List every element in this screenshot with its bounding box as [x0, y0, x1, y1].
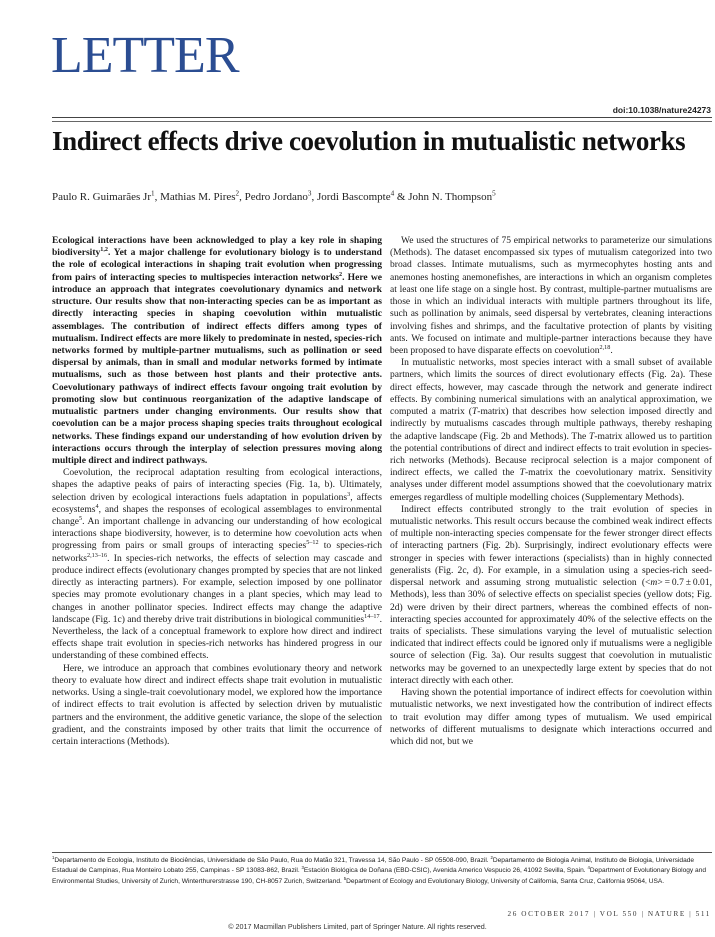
italic-text: T	[519, 467, 525, 479]
citation-superscript[interactable]: 3	[347, 490, 351, 498]
author-name: Pedro Jordano	[244, 191, 308, 203]
text-run: -matrix allowed us to partition the potential contributions of direct and indirect effects to trait evolution in species-rich networks (Methods). Because reciprocal selection is a major component of indirect effects, we called the	[390, 430, 712, 479]
body-paragraph	[390, 235, 712, 357]
citation-superscript[interactable]: 4	[95, 502, 99, 510]
body-paragraph	[52, 467, 382, 663]
text-run: to species-rich networks	[52, 540, 382, 564]
text-run: Having shown the potential importance of indirect effects for coevolution within mutualistic networks, we next investigated how the contribution of indirect effects to trait evolution may differ among types of mutualism. We used empirical networks of different mutualisms to designate which interactions occurred and which did not, but we	[390, 687, 712, 747]
author-separator: &	[394, 191, 409, 203]
italic-text: T	[471, 406, 478, 418]
body-column-right	[390, 235, 712, 748]
author-separator: ,	[154, 191, 161, 203]
author-name: Jordi Bascompte	[316, 191, 391, 203]
text-run: > = 0.7 ± 0.01, Methods), less than 30% of selective effects on specialist species (yellow dots; Fig. 2d) were driven by their direct partners, whereas the combined effects of non-interacting species accounted for approximately 40% of the selective effects on the traits of specialists. These simulations varying the level of mutualistic selection indicated that indirect effects could be ignored only if mutualisms were a negligible source of selection (Fig. 3a). Our results suggest that coevolution in mutualistic networks may be governed to an unexpectedly large extent by species that do not interact directly with each other.	[390, 577, 712, 686]
body-paragraph	[390, 504, 712, 687]
text-run: We used the structures of 75 empirical networks to parameterize our simulations (Methods). The dataset encompassed six types of mutualism categorized into two broad classes. Intimate mutualisms, such as myrmecophytes hosting ants and anemones hosting anemonefishes, are interactions in which an organism completes at least one life stage on a single host. By contrast, multiple-partner mutualisms are those in which an individual interacts with multiple partners throughout its life, such as pollination by animals, seed dispersal by vertebrates, cleaning interactions involving fishes and shrimps, and the facultative protection of plants by visiting ants. We focused on intimate and multiple-partner interactions because they have been proposed to have disparate effects on coevolution	[390, 235, 712, 356]
text-run: . Yet a major challenge for evolutionary biology is to understand the role of ecological interactions in shaping trait evolution when progressing from pairs of interacting species to multispecies interaction networks	[52, 247, 382, 283]
abstract-paragraph	[52, 235, 382, 467]
text-run: . Here we introduce an approach that integrates coevolutionary dynamics and network structure. Our results show that non-interacting species can be as important as directly interacting species in shaping coevolution within mutualistic assemblages. The contribution of indirect effects differs among types of mutualism. Indirect effects are more likely to predominate in nested, species-rich networks formed by multiple-partner mutualisms, such as pollination or seed dispersal by animals, than in small and modular networks formed by intimate mutualisms, such as those between host plants and their protective ants. Coevolutionary pathways of indirect effects favour ongoing trait evolution by promoting slow but continuous reorganization of the adaptive landscape of mutualistic partners under changing environments. Our results show that coevolution can be a major process shaping species traits throughout ecological networks. These findings expand our understanding of how evolution driven by interactions occurs through the interplay of selection pressures moving along multiple direct and indirect pathways.	[52, 271, 382, 466]
citation-superscript[interactable]: 14–17	[364, 612, 380, 620]
text-run: Indirect effects contributed strongly to the trait evolution of species in mutualistic networks. This result occurs because the combined weak indirect effects of multiple non-interacting species compensate for the fewer stronger direct effects of interacting partners (Fig. 2b). Surprisingly, indirect evolutionary effects were stronger in species with fewer interactions (specialists) than in highly connected generalists (Fig. 2c, d). For example, in a simulation using a species-rich seed-dispersal network and assuming strong mutualistic selection (<	[390, 503, 712, 589]
author-name: Paulo R. Guimarães Jr	[52, 191, 151, 203]
text-run: Department of Ecology and Evolutionary Biology, University of California, Santa Cruz, California 95064, USA.	[346, 877, 665, 885]
text-run: -matrix) that describes how selection imposed directly and indirectly by mutualisms cascades through multiple pathways, thereby reshaping the adaptive landscape (Fig. 2b and Methods). The	[390, 406, 712, 442]
footnote-rule	[52, 852, 712, 853]
citation-superscript[interactable]: 5	[79, 514, 83, 522]
citation-superscript[interactable]: 1,2	[100, 246, 109, 254]
text-run: .	[610, 344, 613, 356]
body-paragraph	[390, 687, 712, 748]
text-run: . An important challenge in advancing our understanding of how ecological interactions shape biodiversity, however, is to determine how coevolution acts when progressing from pairs or small groups of interacting species	[52, 516, 382, 552]
citation-superscript[interactable]: 5	[343, 875, 347, 881]
text-run: , and shapes the responses of ecological assemblages to environmental change	[52, 503, 382, 528]
text-run: . Nevertheless, the lack of a conceptual framework to explore how direct and indirect effects shape trait evolution in species-rich networks has hindered progress in our understanding of these combined effects.	[52, 613, 382, 662]
author-affiliation-marker: 5	[492, 189, 496, 198]
citation-superscript[interactable]: 3	[301, 865, 304, 871]
affiliations-footnote	[52, 856, 712, 887]
section-label: LETTER	[51, 27, 239, 84]
author-affiliation-marker: 2	[235, 189, 240, 198]
body-paragraph	[390, 357, 712, 504]
text-run: Departamento de Biologia Animal, Instituto de Biologia, Universidade Estadual de Campinas, Rua Monteiro Lobato 255, Campinas - SP 13083-862, Brazil.	[52, 857, 695, 875]
text-run: Departamento de Ecologia, Instituto de Biociências, Universidade de São Paulo, Rua do Matão 321, Travessa 14, São Paulo - SP 05508-090, Brazil.	[54, 857, 491, 864]
citation-superscript[interactable]: 4	[587, 865, 590, 871]
citation-superscript[interactable]: 2	[338, 270, 343, 278]
doi-link[interactable]: doi:10.1038/nature24273	[612, 105, 711, 115]
citation-superscript[interactable]: 2	[490, 854, 493, 860]
copyright-notice: © 2017 Macmillan Publishers Limited, part of Springer Nature. All rights reserved.	[228, 922, 487, 931]
text-run: Ecological interactions have been acknowledged to play a key role in shaping biodiversity	[52, 235, 382, 259]
author-separator: ,	[311, 191, 317, 203]
text-run: , affects ecosystems	[52, 491, 382, 515]
author-affiliation-marker: 1	[150, 189, 155, 198]
issue-line: 26 OCTOBER 2017 | VOL 550 | NATURE | 511	[507, 910, 711, 918]
citation-superscript[interactable]: 2,13–16	[87, 551, 108, 559]
author-affiliation-marker: 4	[390, 189, 395, 198]
citation-superscript[interactable]: 5–12	[306, 539, 319, 547]
author-list	[52, 191, 496, 203]
text-run: . In species-rich networks, the effects of selection may cascade and produce indirect effects (evolutionary changes prompted by species that are not linked directly as interacting partners). For example, selection imposed by one pollinator species may promote evolutionary changes in a plant species, which may lead to changes in another pollinator species. Indirect effects may change the adaptive landscape (Fig. 1c) and thereby drive trait distributions in biological communities	[52, 552, 382, 625]
citation-superscript[interactable]: 1	[52, 854, 55, 860]
text-run: Department of Evolutionary Biology and Environmental Studies, University of Zurich, Winterthurerstrasse 190, CH-8057 Zurich, Switzerland.	[52, 867, 707, 885]
article-title: Indirect effects drive coevolution in mutualistic networks	[52, 126, 686, 156]
body-paragraph	[52, 663, 382, 749]
author-affiliation-marker: 3	[307, 189, 312, 198]
text-run: In mutualistic networks, most species interact with a small subset of available partners, which limits the sources of direct evolutionary effects (Fig. 2a). These direct effects, however, may cascade through the network and generate indirect effects. By combining numerical simulations with an analytical approximation, we computed a matrix (	[390, 357, 712, 418]
header-rule-secondary	[52, 121, 712, 122]
header-rule	[52, 117, 712, 118]
italic-text: T	[589, 430, 595, 442]
author-separator: ,	[239, 191, 245, 203]
body-column-left	[52, 235, 382, 748]
text-run: Estación Biológica de Doñana (EBD-CSIC), Avenida Americo Vespucio 26, 41092 Sevilla, Spain.	[303, 867, 588, 875]
author-name: John N. Thompson	[408, 191, 493, 203]
text-run: Here, we introduce an approach that combines evolutionary theory and network theory to evaluate how direct and indirect effects shape trait evolution in mutualistic networks. Using a single-trait coevolutionary model, we explored how the importance of indirect effects to trait evolution is affected by selection driven by mutualistic partners and the environment, the additive genetic variance, the slope of the selection gradient, and the constraints imposed by other traits that limit the occurrence of certain interactions (Methods).	[52, 662, 382, 747]
italic-text: m	[650, 577, 658, 589]
text-run: Coevolution, the reciprocal adaptation resulting from ecological interactions, shapes the adaptive peaks of pairs of interacting species (Fig. 1a, b). Ultimately, selection driven by ecological interactions fuels adaptation in populations	[52, 467, 382, 503]
citation-superscript[interactable]: 2,18	[599, 343, 611, 351]
author-name: Mathias M. Pires	[160, 191, 236, 203]
text-run: -matrix the coevolutionary matrix. Sensitivity analyses under different model assumptions showed that the coevolutionary matrix emerges regardless of multiple modelling choices (Supplementary Methods).	[390, 467, 712, 503]
